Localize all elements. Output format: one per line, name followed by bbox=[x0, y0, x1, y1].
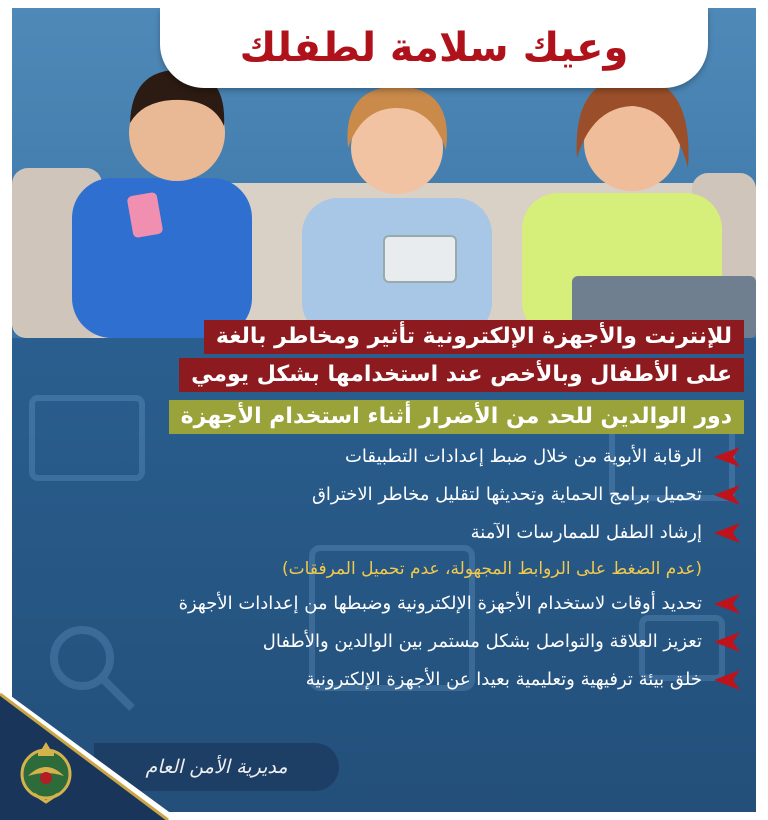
public-security-emblem bbox=[14, 736, 78, 808]
red-arrow-icon bbox=[714, 447, 740, 467]
list-item-text: تحديد أوقات لاستخدام الأجهزة الإلكترونية وضبطها من إعدادات الأجهزة bbox=[178, 593, 702, 614]
note-line bbox=[140, 552, 740, 585]
red-arrow-icon bbox=[714, 523, 740, 543]
section-title: دور الوالدين للحد من الأضرار أثناء استخدام الأجهزة bbox=[169, 400, 744, 434]
list-item bbox=[140, 661, 740, 698]
list-item bbox=[140, 623, 740, 660]
list-item-text: الرقابة الأبوية من خلال ضبط إعدادات التطبيقات bbox=[344, 446, 702, 467]
list-item-text: تحميل برامج الحماية وتحديثها لتقليل مخاطر الاختراق bbox=[311, 484, 702, 505]
page-title: وعيك سلامة لطفلك bbox=[239, 25, 629, 71]
list-item bbox=[140, 438, 740, 475]
list-item-text: خلق بيئة ترفيهية وتعليمية بعيدا عن الأجهزة الإلكترونية bbox=[305, 669, 702, 690]
title-banner bbox=[160, 8, 708, 88]
list-item bbox=[140, 585, 740, 622]
red-arrow-icon bbox=[714, 670, 740, 690]
red-arrow-icon bbox=[714, 632, 740, 652]
headline-line-1: للإنترنت والأجهزة الإلكترونية تأثير ومخاطر بالغة bbox=[204, 320, 744, 354]
note-text: (عدم الضغط على الروابط المجهولة، عدم تحميل المرفقات) bbox=[282, 558, 702, 579]
headline-line-2: على الأطفال وبالأخص عند استخدامها بشكل يومي bbox=[179, 358, 744, 392]
list-item-text: تعزيز العلاقة والتواصل بشكل مستمر بين الوالدين والأطفال bbox=[262, 631, 702, 652]
red-arrow-icon bbox=[714, 594, 740, 614]
list-item bbox=[140, 514, 740, 551]
red-arrow-icon bbox=[714, 485, 740, 505]
list-item bbox=[140, 476, 740, 513]
list-item-text: إرشاد الطفل للممارسات الآمنة bbox=[470, 522, 702, 543]
tips-list bbox=[140, 438, 740, 699]
org-name: مديرية الأمن العام bbox=[145, 756, 288, 778]
